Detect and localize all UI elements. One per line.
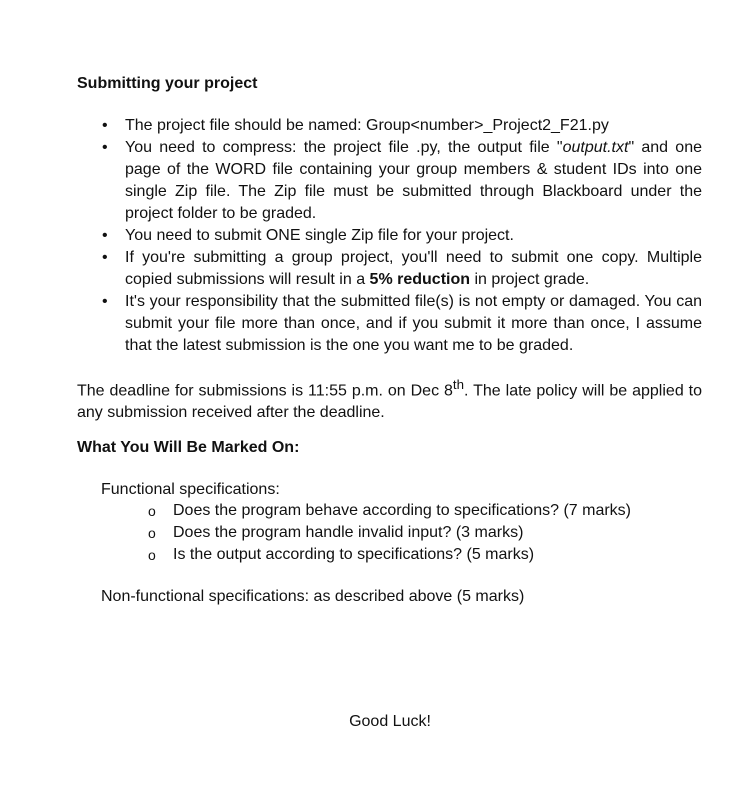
reduction-emphasis: 5% reduction xyxy=(369,271,471,288)
functional-spec-list xyxy=(101,500,631,566)
output-file-name: output.txt xyxy=(562,139,629,156)
bullet-text: It's your responsibility that the submitted file(s) is not empty or damaged. You can submit your file more than once, and if you submit it more than once, I assume that the latest submission is the one you want me to be graded. xyxy=(125,293,702,354)
bullet-text xyxy=(125,249,702,288)
deadline-paragraph xyxy=(77,374,702,424)
bullet-text: The project file should be named: Group<number>_Project2_F21.py xyxy=(125,117,609,134)
spec-text: Does the program handle invalid input? (3 marks) xyxy=(173,524,524,541)
functional-label: Functional specifications: xyxy=(101,481,280,498)
bullet-icon: • xyxy=(102,227,108,244)
list-item xyxy=(101,544,631,566)
list-item xyxy=(77,137,702,225)
deadline-ordinal: th xyxy=(452,377,465,392)
circle-bullet-icon: o xyxy=(148,547,156,563)
nonfunctional-spec: Non-functional specifications: as described above (5 marks) xyxy=(101,588,525,605)
list-item xyxy=(77,247,702,291)
deadline-text: . The late policy will be applied to any submission received after the deadline. xyxy=(77,382,702,422)
bullet-icon: • xyxy=(102,249,108,266)
submitting-heading: Submitting your project xyxy=(77,75,258,92)
spec-text: Is the output according to specifications? (5 marks) xyxy=(173,546,535,563)
marking-heading: What You Will Be Marked On: xyxy=(77,439,300,456)
submission-bullet-list xyxy=(77,115,702,357)
circle-bullet-icon: o xyxy=(148,525,156,541)
bullet-icon: • xyxy=(102,293,108,310)
bullet-text-part: You need to compress: the project file .py, the output file " xyxy=(125,139,563,156)
circle-bullet-icon: o xyxy=(148,503,156,519)
bullet-text: You need to submit ONE single Zip file for your project. xyxy=(125,227,514,244)
closing-text: Good Luck! xyxy=(349,713,431,730)
list-item xyxy=(101,522,631,544)
list-item xyxy=(77,291,702,357)
spec-text: Does the program behave according to specifications? (7 marks) xyxy=(173,502,631,519)
bullet-text xyxy=(125,139,702,222)
list-item xyxy=(77,115,702,137)
list-item xyxy=(77,225,702,247)
bullet-icon: • xyxy=(102,117,108,134)
deadline-text: The deadline for submissions is 11:55 p.m. on Dec 8 xyxy=(77,382,453,400)
list-item xyxy=(101,500,631,522)
bullet-text-part: " and one page of the WORD file containing your group members & student IDs into one single Zip file. The Zip file must be submitted through Blackboard under the project folder to be graded. xyxy=(125,139,702,222)
bullet-text-part: If you're submitting a group project, you'll need to submit one copy. Multiple copied submissions will result in a xyxy=(125,249,702,288)
bullet-text-part: in project grade. xyxy=(470,271,590,288)
bullet-icon: • xyxy=(102,139,108,156)
